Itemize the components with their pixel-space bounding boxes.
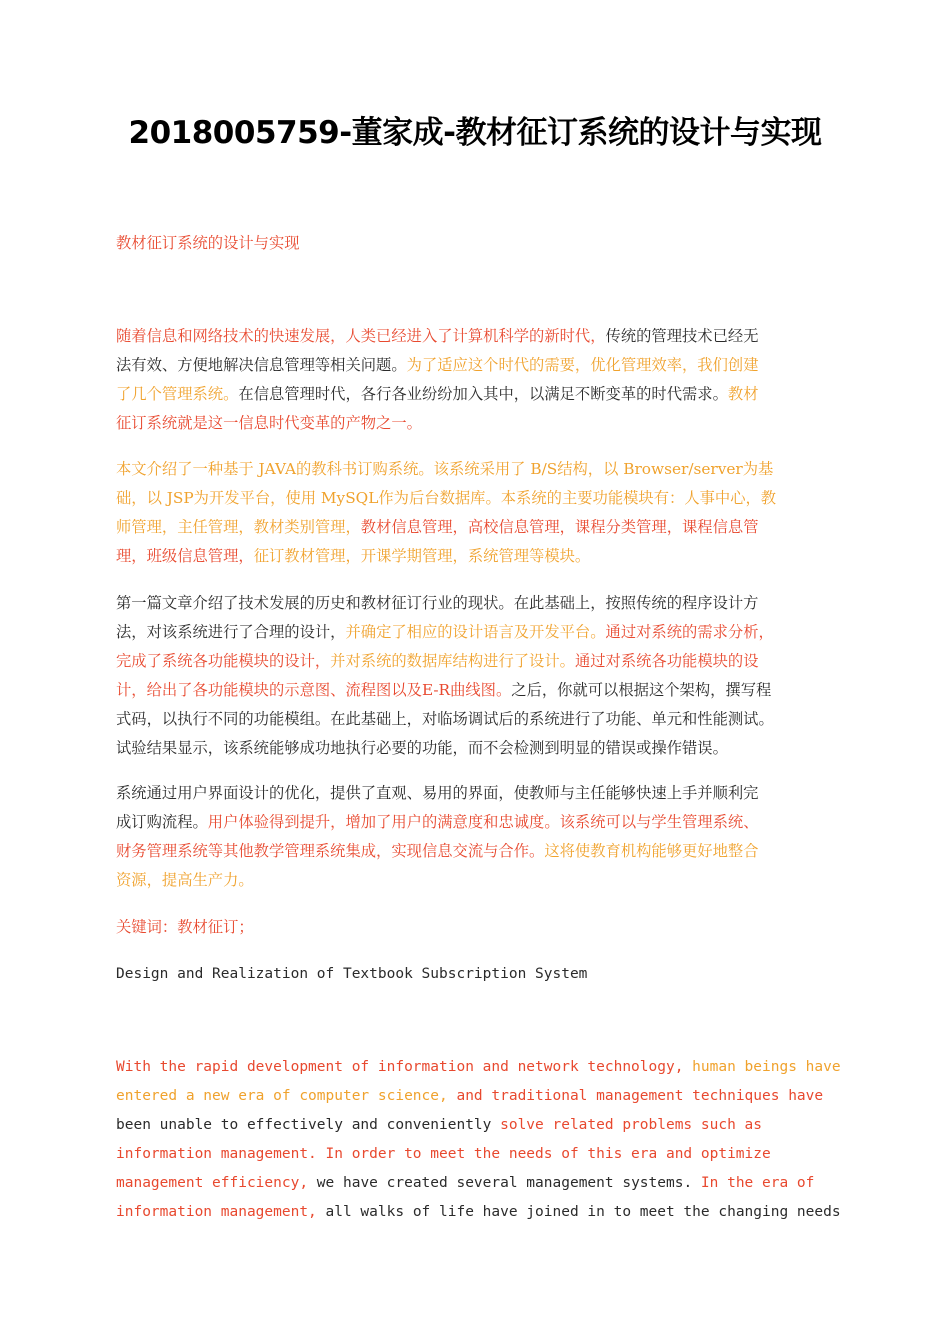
text-line	[116, 1053, 841, 1082]
text-run: 征订系统就是这一信息时代变革的产物之一。	[116, 414, 422, 432]
text-line	[116, 322, 838, 351]
abstract-paragraph-4	[116, 779, 838, 895]
abstract-paragraph-2	[116, 455, 838, 571]
text-run: 计，给出了各功能模块的示意图、流程图以及E-R曲线图。	[116, 681, 512, 699]
text-line	[116, 1140, 838, 1169]
text-run: 成订购流程。	[116, 813, 208, 831]
text-run: 了几个管理系统。	[116, 385, 239, 403]
text-run: 通过对系统的需求分析，	[605, 623, 774, 641]
text-run: 并对系统的数据库结构进行了设计。	[330, 652, 575, 670]
text-line	[116, 676, 838, 705]
text-run: 本文介绍了一种基于 JAVA的教科书订购系统。该系统采用了 B/S结构，以 Browser/server为基	[116, 460, 774, 478]
text-run: 关键词：教材征订；	[116, 918, 254, 936]
text-line	[116, 960, 838, 989]
text-line	[116, 837, 838, 866]
text-line	[116, 542, 838, 571]
text-line	[116, 913, 838, 942]
text-run: 教材征订系统的设计与实现	[116, 234, 300, 252]
text-line	[116, 618, 838, 647]
text-line	[116, 734, 838, 763]
text-run: 系统通过用户界面设计的优化，提供了直观、易用的界面，使教师与主任能够快速上手并顺利完	[116, 784, 759, 802]
text-run: information management,	[116, 1204, 326, 1220]
text-run: 教材	[727, 385, 759, 403]
text-run: Design and Realization of Textbook Subscription System	[116, 966, 588, 982]
text-line	[116, 866, 838, 895]
keywords-line	[116, 913, 838, 942]
text-run: With the rapid development of information and network technology,	[116, 1059, 693, 1075]
text-run: 之后，你就可以根据这个架构，撰写程	[511, 681, 772, 699]
text-run: entered a new era of computer science,	[116, 1088, 457, 1104]
text-run: human beings have	[692, 1059, 841, 1075]
text-run: 财务管理系统等其他教学管理系统集成，实现信息交流与合作。	[116, 842, 545, 860]
text-run: 在信息管理时代，各行各业纷纷加入其中，以满足不断变革的时代需求。	[238, 385, 728, 403]
text-line	[116, 1111, 838, 1140]
text-line	[116, 808, 838, 837]
text-run: and traditional management techniques have	[456, 1088, 824, 1104]
text-run: 资源，提高生产力。	[116, 871, 254, 889]
text-line	[116, 484, 838, 513]
text-run: 为了适应这个时代的需要，优化管理效率，我们创建	[406, 356, 759, 374]
document-title: 2018005759-董家成-教材征订系统的设计与实现	[128, 115, 822, 151]
text-run: 通过对系统各功能模块的设	[574, 652, 759, 670]
text-line	[116, 513, 838, 542]
abstract-paragraph-3	[116, 589, 838, 763]
text-run: 法，对该系统进行了合理的设计，	[116, 623, 346, 641]
text-line	[116, 229, 838, 258]
abstract-paragraph-1	[116, 322, 838, 438]
text-run: 传统的管理技术已经无	[605, 327, 759, 345]
text-line	[116, 455, 838, 484]
text-line	[116, 705, 838, 734]
text-line	[116, 351, 838, 380]
text-run: In the era of	[700, 1175, 815, 1191]
text-run: solve related problems such as	[500, 1117, 763, 1133]
text-line	[116, 647, 838, 676]
text-run: 试验结果显示，该系统能够成功地执行必要的功能，而不会检测到明显的错误或操作错误。	[116, 739, 728, 757]
text-run: 并确定了相应的设计语言及开发平台。	[345, 623, 606, 641]
text-run: management efficiency,	[116, 1175, 317, 1191]
text-line	[116, 380, 838, 409]
text-run: been unable to effectively and conveniently	[116, 1117, 501, 1133]
text-run: 式码，以执行不同的功能模组。在此基础上，对临场调试后的系统进行了功能、单元和性能测试。	[116, 710, 774, 728]
text-line	[116, 589, 838, 618]
text-run: 师管理，主任管理，教材类别管理，	[116, 518, 361, 536]
text-line	[116, 1169, 838, 1198]
text-run: 这将使教育机构能够更好地整合	[544, 842, 759, 860]
text-run: 法有效、方便地解决信息管理等相关问题。	[116, 356, 407, 374]
text-run: 用户体验得到提升，增加了用户的满意度和忠诚度。该系统可以与学生管理系统、	[207, 813, 759, 831]
text-run: 征订教材管理，开课学期管理，系统管理等模块。	[253, 547, 591, 565]
text-line	[116, 779, 838, 808]
text-run: we have created several management systems.	[316, 1175, 701, 1191]
text-run: information management. In order to meet the needs of this era and optimize	[116, 1146, 771, 1162]
chinese-subtitle	[116, 229, 838, 258]
text-line	[116, 1082, 838, 1111]
text-run: 完成了系统各功能模块的设计，	[116, 652, 331, 670]
text-run: 础，以 JSP为开发平台，使用 MySQL作为后台数据库。本系统的主要功能模块有：人事中心，教	[116, 489, 777, 507]
text-run: all walks of life have joined in to meet the changing needs	[325, 1204, 841, 1220]
english-abstract-paragraph	[116, 1053, 841, 1227]
english-subtitle	[116, 960, 838, 989]
text-line	[116, 409, 838, 438]
text-run: 第一篇文章介绍了技术发展的历史和教材征订行业的现状。在此基础上，按照传统的程序设计方	[116, 594, 759, 612]
text-run: 随着信息和网络技术的快速发展，人类已经进入了计算机科学的新时代，	[116, 327, 606, 345]
text-run: 教材信息管理，高校信息管理，课程分类管理，课程信息管	[360, 518, 759, 536]
text-run: 理，班级信息管理，	[116, 547, 254, 565]
text-line	[116, 1198, 841, 1227]
